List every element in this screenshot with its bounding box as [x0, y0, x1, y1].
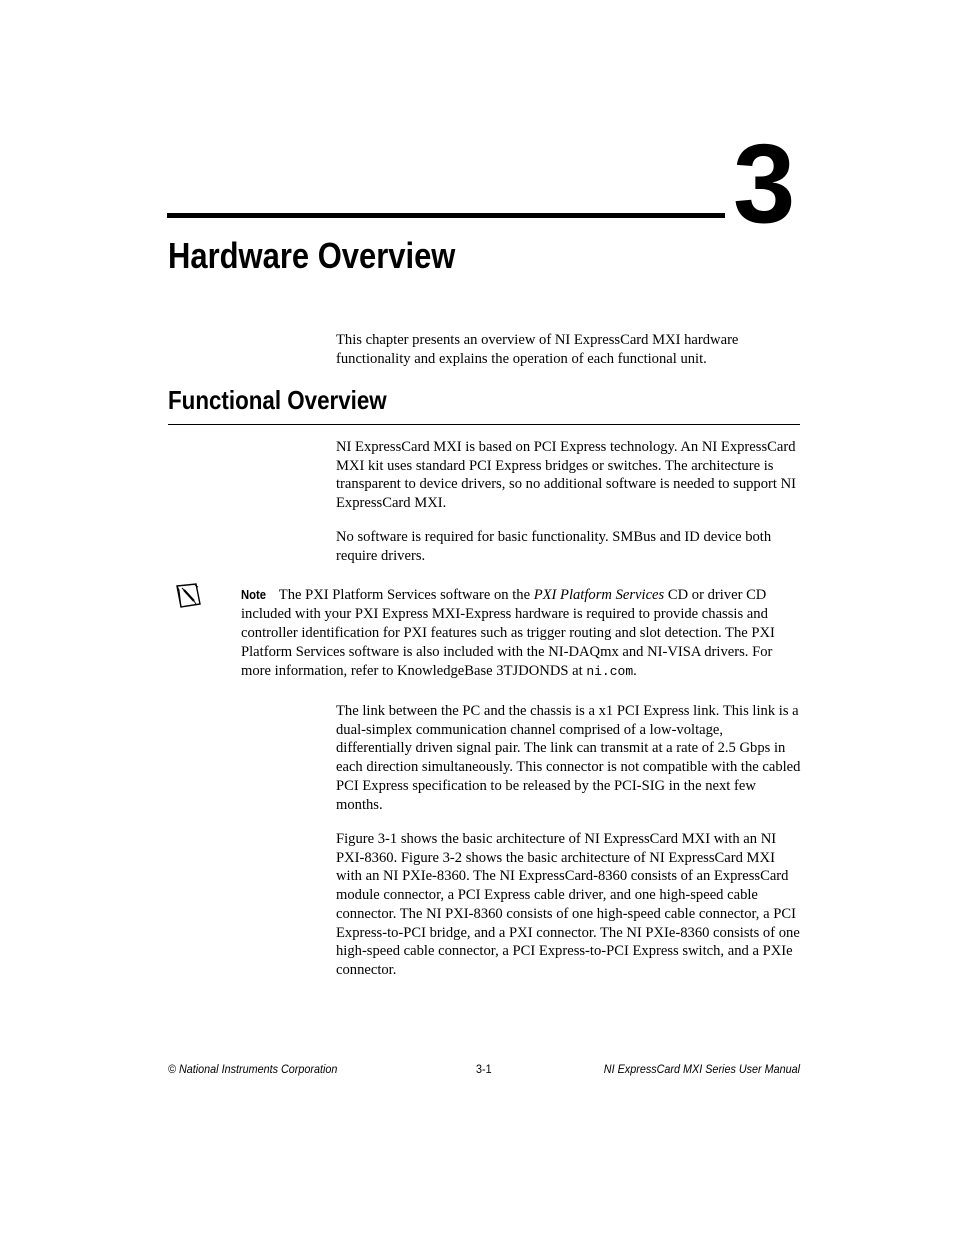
chapter-title: Hardware Overview [168, 235, 456, 276]
footer-copyright: © National Instruments Corporation [168, 1062, 338, 1076]
chapter-rule [167, 213, 725, 218]
chapter-number: 3 [733, 121, 794, 246]
ni-com-link[interactable]: ni.com [586, 663, 634, 679]
note-end: . [633, 662, 637, 679]
architecture-paragraph: Figure 3-1 shows the basic architecture of NI ExpressCard MXI with an NI PXI-8360. Figure 3-2 shows the basic architecture of NI ExpressCard MXI with an NI PXIe-8360. The NI ExpressCard-8360 consists of an ExpressCard module connector, a PCI Express cable driver, and one high-speed cable connector. The NI PXI-8360 consists of one high-speed cable connector, a PCI Express-to-PCI bridge, and a PXI connector. The NI PXIe-8360 consists of one high-speed cable connector, a PCI Express-to-PCI Express switch, and a PXIe connector. [336, 831, 800, 978]
note-pencil-icon [174, 582, 206, 610]
footer-manual-title: NI ExpressCard MXI Series User Manual [603, 1062, 800, 1076]
section-rule [168, 424, 800, 425]
section-title: Functional Overview [168, 385, 387, 415]
section-paragraph-1: NI ExpressCard MXI is based on PCI Express technology. An NI ExpressCard MXI kit uses standard PCI Express bridges or switches. The architecture is transparent to device drivers, so no additional software is needed to support NI ExpressCard MXI. [336, 439, 796, 512]
intro-paragraph: This chapter presents an overview of NI ExpressCard MXI hardware functionality and explains the operation of each functional unit. [336, 332, 739, 367]
note-text-before: The PXI Platform Services software on the [278, 587, 534, 603]
footer-page-number: 3-1 [476, 1062, 492, 1076]
note-block [241, 586, 801, 682]
section-paragraph-2: No software is required for basic functionality. SMBus and ID device both require drivers. [336, 529, 772, 564]
link-paragraph: The link between the PC and the chassis is a x1 PCI Express link. This link is a dual-simplex communication channel comprised of a low-voltage, differentially driven signal pair. The link can transmit at a rate of 2.5 Gbps in each direction simultaneously. This connector is not compatible with the cabled PCI Express specification to be released by the PCI-SIG in the next few months. [336, 703, 801, 813]
note-italic-title: PXI Platform Services [533, 587, 665, 603]
note-label: Note [241, 588, 267, 602]
note-text-after: CD or driver CD included with your PXI Express MXI-Express hardware is required to provide chassis and controller identification for PXI features such as trigger routing and slot detection. The PXI Platform Services software is also included with the NI-DAQmx and NI-VISA drivers. For more information, refer to KnowledgeBase 3TJDONDS at [241, 587, 775, 679]
